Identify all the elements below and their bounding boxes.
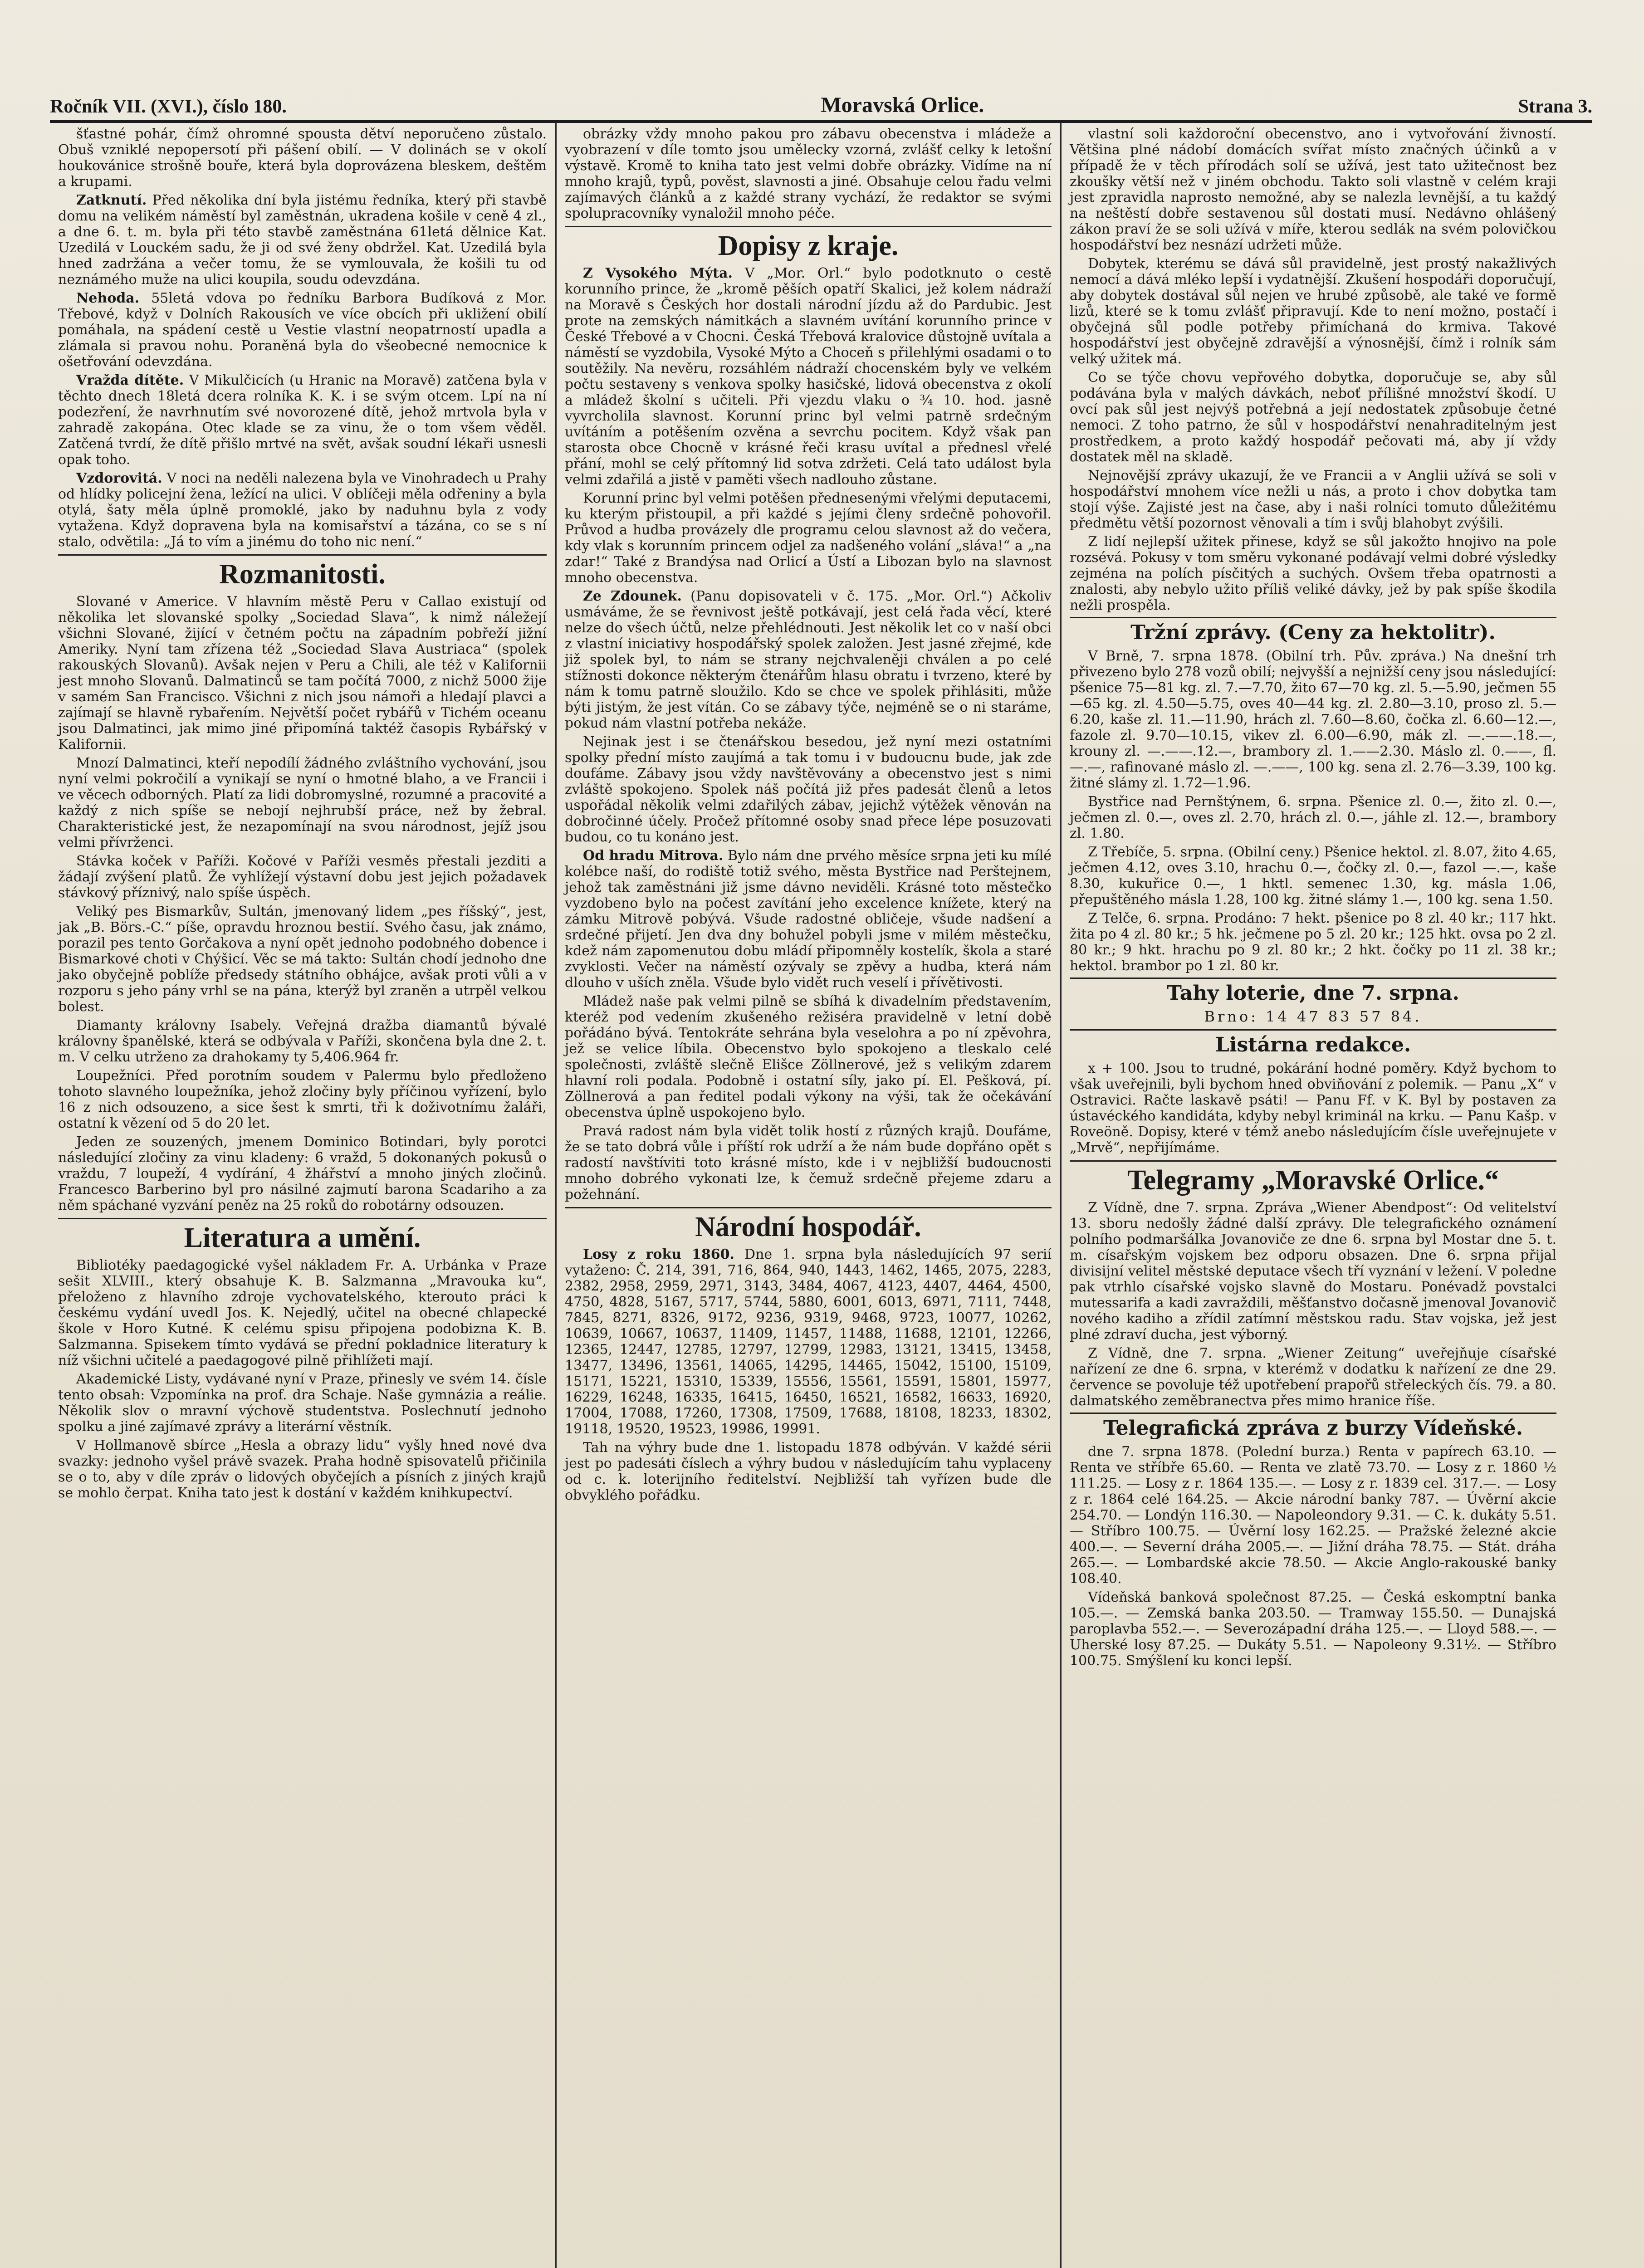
news-item	[565, 1246, 1052, 1437]
paragraph: vlastní soli každoroční obecenstvo, ano i vytvořování živností. Většina plné nádobí domácích svířat místo značných účinků a v případě že v těch přírodách solí se užívá, jest tato užitečnost bez zkoušky větší než v jiném obchodu. Takto soli vlastně v celém kraji jest zpravidla naprosto nemožné, aby se nalezla levnější, a tu každý na neštěstí dobře sestavenou sůl dostati musí. Nedávno ohlášený zákon praví že se soli užívá v míře, kterou sedlák na svém polovičkou hospodářství bez nesnází udržeti může.	[1070, 126, 1556, 253]
paragraph: Akademické Listy, vydávané nyní v Praze, přinesly ve svém 14. čísle tento obsah: Vzpomínka na prof. dra Schaje. Naše gymnázia a reálie. Několik slov o mravní výchově studentstva. Poslechnutí jednoho spolku a jiné zajímavé zprávy a literární věstník.	[58, 1371, 547, 1435]
paragraph: Stávka koček v Paříži. Kočové v Paříži vesměs přestali jezditi a žádají zvýšení platů. Že vyhlížejí výstavní dobu jest jejich požadavek stávkový příznivý, nalo spíše úspěch.	[58, 853, 547, 901]
news-item	[565, 848, 1052, 991]
section-title-trzni-zpravy: Tržní zprávy. (Ceny za hektolitr).	[1070, 617, 1556, 645]
paragraph: Tah na výhry bude dne 1. listopadu 1878 odbýván. V každé sérii jest po padesáti číslech a výhry budou v následujícím tahu vyplaceny od c. k. loterijního ředitelství. Nejbližší tah vyřízen bude dle obvyklého pořádku.	[565, 1440, 1052, 1503]
item-lead: Losy z roku 1860.	[583, 1246, 734, 1262]
paragraph: V Hollmanově sbírce „Hesla a obrazy lidu“ vyšly hned nové dva svazky: jednoho vyšel právě svazek. Praha hodně spisovatelů přičinila se o to, aby v díle zpráv o lidových obyčejích a písních z jiných krajů se mohlo čerpat. Kniha tato jest k dostání v každém knihkupectví.	[58, 1437, 547, 1501]
paragraph: Z lidí nejlepší užitek přinese, když se sůl jakožto hnojivo na pole rozsévá. Pokusy v tom směru vykonané podávají velmi dobré výsledky zejména na polích písčitých a suchých. Ovšem třeba opatrnosti a znalosti, aby nebylo užito příliš veliké dávky, jež by pak spíše škodila nežli prospěla.	[1070, 534, 1556, 613]
section-title-narodni-hospodar: Národní hospodář.	[565, 1207, 1052, 1243]
column-1	[50, 122, 555, 2268]
paragraph: šťastné pohár, čímž ohromné spousta dětví neporučeno zůstalo. Obuš vzniklé nepopersotí při pášení obilí. — V dolinách se v okolí houkovánice strošně bouře, která byla doprovázena bleskem, deštěm a krupami.	[58, 126, 547, 190]
paragraph: dne 7. srpna 1878. (Polední burza.) Renta v papírech 63.10. — Renta ve stříbře 65.60. — Renta ve zlatě 73.70. — Losy z r. 1860 ½ 111.25. — Losy z r. 1864 135.—. — Losy z r. 1839 cel. 317.—. — Losy z r. 1864 celé 164.25. — Akcie národní banky 787. — Úvěrní akcie 254.70. — Londýn 116.30. — Napoleondory 9.31. — C. k. dukáty 5.51. — Stříbro 100.75. — Úvěrní losy 162.25. — Pražské železné akcie 400.—. — Severní dráha 2005.—. — Jižní dráha 78.75. — Stát. dráha 265.—. — Lombardské akcie 78.50. — Akcie Anglo-rakouské banky 108.40.	[1070, 1444, 1556, 1587]
news-item	[58, 290, 547, 370]
lottery-numbers: Brno: 14 47 83 57 84.	[1204, 1008, 1422, 1025]
item-lead: Vražda dítěte.	[76, 372, 184, 388]
news-item	[58, 192, 547, 288]
section-title-literatura: Literatura a umění.	[58, 1218, 547, 1254]
paragraph: Korunní princ byl velmi potěšen přednesenými vřelými deputacemi, ku kterým přistoupil, a při každé s jejími členy srdečně pohovořil. Průvod a hudba provázely dle programu celou slavnost až do večera, kdy vlak s korunním princem odjel za nadšeného volání „sláva!“ a „na zdar!“ Také z Brandýsa nad Orlicí a Ústí a Libozan bylo na slavnost mnoho obecenstva.	[565, 490, 1052, 586]
paragraph: Veliký pes Bismarkův, Sultán, jmenovaný lidem „pes říšský“, jest, jak „B. Börs.-C.“ píše, opravdu hroznou bestií. Svého času, jak známo, porazil pes tento Gorčakova a nyní opět jednoho podobného dobence i Bismarkové choti v Chýšicí. Věc se má takto: Sultán chodí jednoho dne jako obyčejně poblíže předsedy státního obhájce, avšak proti vůli a v rozporu s jeho pány vrhl se na pána, kterýž byl zraněn a utrpěl velkou bolest.	[58, 904, 547, 1015]
section-title-dopisy: Dopisy z kraje.	[565, 226, 1052, 262]
paragraph: Diamanty královny Isabely. Veřejná dražba diamantů bývalé královny španělské, která se odbývala v Paříži, skončena byla dne 2. t. m. V celku utrženo za drahokamy ty 5,406.964 fr.	[58, 1017, 547, 1065]
item-lead: Ze Zdounek.	[583, 588, 682, 604]
paragraph: x + 100. Jsou to trudné, pokárání hodné poměry. Když bychom to však uveřejnili, byli bychom hned obviňování z polemik. — Panu „X“ v Ostravici. Račte laskavě psáti! — Panu Ff. v K. Byl by postaven za ústavéckého kandidáta, kdyby nebyl kriminál na krku. — Panu Kašp. v Roveöně. Dopisy, které v témž anebo následujícím čísle uveřejnujete v „Mrvě“, nepřijímáme.	[1070, 1061, 1556, 1156]
column-2	[555, 122, 1060, 2268]
paragraph: Nejinak jest i se čtenářskou besedou, jež nyní mezi ostatními spolky přední místo zaujímá a tak tomu i v budoucnu bude, jak zde doufáme. Zábavy jsou vždy navštěvovány a obecenstvo jest s nimi zvláště spokojeno. Spolek náš počítá již přes padesát členů a letos uspořádal několik velmi zdařilých zábav, jejichž výtěžek věnován na dobročinné účely. Pročež přítomné osoby snad přece lépe posuzovati budou, co tu konáno jest.	[565, 734, 1052, 845]
news-item	[58, 470, 547, 550]
item-lead: Z Vysokého Mýta.	[583, 265, 733, 281]
item-text: (Panu dopisovateli v č. 175. „Mor. Orl.“) Ačkoliv usmáváme, že se řevnivost ještě potkávají, jest celá řada věcí, které nelze do všech účtů, nelze přehlédnouti. Jest několik let co v naší obci z vlastní iniciativy hospodářský spolek založen. Jest jasné zřejmé, kde již spolek byl, to nám se strany nejchvaleněji chválen a po celé stížnosti dokonce některým čtenářům hlasu obratu i tvrzeno, které by nám k tomu patrně sloužilo. Kdo se chce ve spolek přihlásiti, může býti jistým, že jest vítán. Co se zábavy týče, nejméně se o ni staráme, pokud nám vlastní potřeba nekáže.	[565, 588, 1052, 731]
section-title-listarna: Listárna redakce.	[1070, 1029, 1556, 1057]
issue-number: Ročník VII. (XVI.), číslo 180.	[50, 96, 287, 117]
column-3	[1060, 122, 1565, 2268]
paragraph: Slované v Americe. V hlavním městě Peru v Callao existují od několika let slovanské spolky „Sociedad Slava“, k nimž náležejí všichni Slované, žijící v četném počtu na západním pobřeží jižní Ameriky. Nyní tam zřízena též „Sociedad Slava Austriaca“ (spolek rakouských Slovanů). Avšak nejen v Peru a Chili, ale též v Kalifornii jest mnoho Slovanů. Dalmatinců se tam počítá 7000, z nichž 5000 žije v samém San Francisco. Všichni z nich jsou námoři a hledají plavci a zajímají se hlavně rybařením. Největší počet rybářů v Tichém oceanu jsou Dalmatinci, jak mimo jiné připomíná taktéž časopis Rybářský v Kalifornii.	[58, 594, 547, 753]
item-lead: Zatknutí.	[76, 192, 147, 208]
paragraph: Vídeňská banková společnost 87.25. — Česká eskomptní banka 105.—. — Zemská banka 203.50. — Tramway 155.50. — Dunajská paroplavba 552.—. — Severozápadní dráha 125.—. — Lloyd 588.—. — Uherské losy 87.25. — Dukáty 5.51. — Napoleony 9.31½. — Stříbro 100.75. Smýšlení ku konci lepší.	[1070, 1589, 1556, 1669]
paragraph: Dobytek, kterému se dává sůl pravidelně, jest prostý nakažlivých nemocí a dává mléko lepší i vydatnější. Zkušení hospodáři doporučují, aby dobytek dostával sůl nejen ve hrubé způsobě, ale také ve formě lizů, které se k tomu zvlášť připravují. Kde to není možno, postačí i obyčejná sůl podle potřeby přimíchaná do krmiva. Takové hospodářství jest obyčejně zdravější a výnosnější, čímž i rolník sám velký užitek má.	[1070, 256, 1556, 367]
paragraph: Nejnovější zprávy ukazují, že ve Francii a v Anglii užívá se soli v hospodářství mnohem více nežli u nás, a proto i chov dobytka tam stojí výše. Zajisté jest na čase, aby i naši rolníci tomuto důležitému předmětu větší pozornost věnovali a tím i svůj blahobyt zvýšili.	[1070, 468, 1556, 531]
paragraph: Pravá radost nám byla vidět tolik hostí z různých krajů. Doufáme, že se tato dobrá vůle i příští rok udrží a že nám bude dopřáno opět s radostí navštíviti toto krásné místo, kde i v nejbližší budoucnosti mnoho dobrého vykonati lze, k čemuž srdečně přejeme zdaru a požehnání.	[565, 1123, 1052, 1202]
item-lead: Nehoda.	[76, 290, 140, 306]
paragraph: obrázky vždy mnoho pakou pro zábavu obecenstva i mládeže a vyobrazení v díle tomto jsou umělecky vzorná, zvlášť celky k letošní výstavě. Kromě to kniha tato jest velmi dobře obrázky. Vidíme na ní mnoho krajů, typů, pověst, slavnosti a jiné. Obsahuje celou řadu velmi zajímavých článků a z každé strany vychází, že redaktor se svými spolupracovníky vynaložil mnoho péče.	[565, 126, 1052, 221]
paragraph: Z Telče, 6. srpna. Prodáno: 7 hekt. pšenice po 8 zl. 40 kr.; 117 hkt. žita po 4 zl. 80 kr.; 5 hk. ječmene po 5 zl. 20 kr.; 125 hkt. ovsa po 2 zl. 80 kr.; 9 hkt. hrachu po 9 zl. 80 kr.; 2 hkt. čočky po 11 zl. 38 kr.; hektol. brambor po 1 zl. 80 kr.	[1070, 910, 1556, 974]
item-lead: Od hradu Mitrova.	[583, 848, 724, 864]
paragraph: Z Třebíče, 5. srpna. (Obilní ceny.) Pšenice hektol. zl. 8.07, žito 4.65, ječmen 4.12, oves 3.10, hrachu 0.—, čočky zl. 0.—, fazol —.—, kaše 8.30, kukuřice 0.—, 1 hktl. semenec 1.30, kg. másla 1.06, přepuštěného másla 1.28, 100 kg. žitné slámy 1.—, 100 kg. sena 1.50.	[1070, 844, 1556, 908]
paragraph: Mládež naše pak velmi pilně se sbíhá k divadelním představením, kteréž pod vedením zkušeného režiséra pravidelně v letní době pořádáno bývá. Tentokráte sehrána byla veselohra a po ní zpěvohra, jež se velice líbila. Obecenstvo bylo spokojeno a tleskalo celé společnosti, zvláště slečně Elišce Zöllnerové, jež s velikým zdarem hlavní roli podala. Podobně i ostatní síly, jako pí. El. Pešková, pí. Zöllnerová a pan ředitel podali výkony na výši, tak že očekávání obecenstva úplně uspokojeno bylo.	[565, 993, 1052, 1120]
paragraph: Z Vídně, dne 7. srpna. Zpráva „Wiener Abendpost“: Od velitelství 13. sboru nedošly žádné další zprávy. Dle telegrafického oznámení polního podmaršálka Jovanoviče ze dne 6. srpna byl Mostar dne 5. t. m. císařským vojskem bez odporu obsazen. Dne 6. srpna přijal divisijní velitel městské deputace všech tří vyznání v ležení. V poledne pak vtrhlo císařské vojsko slavně do Mostaru. Ponévadž povstalci mutessarifa a kadi zavraždili, měšťanstvo dočasně jmenoval Jovanovič nového kadiho a zřídil zatímní městskou radu. Stav vojska, jež jest plné zdraví ducha, jest výborný.	[1070, 1200, 1556, 1343]
paragraph: V Brně, 7. srpna 1878. (Obilní trh. Pův. zpráva.) Na dnešní trh přivezeno bylo 278 vozů obilí; nejvyšší a nejnižší ceny jsou následující: pšenice 75—81 kg. zl. 7.—7.70, žito 67—70 kg. zl. 5.—5.90, ječmen 55—65 kg. zl. 4.50—5.75, oves 40—44 kg. zl. 2.80—3.10, proso zl. 5.—6.20, kaše zl. 11.—11.90, hrách zl. 7.60—8.60, čočka zl. 6.60—12.—, fazole zl. 9.70—10.15, vikev zl. 6.00—6.90, mák zl. —.——.18.—, krouny zl. —.——.12.—, brambory zl. 1.——2.30. Máslo zl. 0.——, fl. —.—, rafinované máslo zl. —.——, 100 kg. sena zl. 2.76—3.39, 100 kg. žitné slámy zl. 1.72—1.96.	[1070, 648, 1556, 791]
section-title-burza: Telegrafická zpráva z burzy Vídeňské.	[1070, 1413, 1556, 1440]
paragraph: Bystřice nad Pernštýnem, 6. srpna. Pšenice zl. 0.—, žito zl. 0.—, ječmen zl. 0.—, oves zl. 2.70, hrách zl. 0.—, jáhle zl. 12.—, brambory zl. 1.80.	[1070, 794, 1556, 841]
section-title-telegramy: Telegramy „Moravské Orlice.“	[1070, 1160, 1556, 1196]
item-text: Dne 1. srpna byla následujících 97 serií vytaženo: Č. 214, 391, 716, 864, 940, 1443, 1462, 1465, 2075, 2283, 2382, 2958, 2959, 2971, 3143, 3484, 4067, 4123, 4407, 4464, 4500, 4750, 4828, 5167, 5717, 5744, 5880, 6001, 6013, 6971, 7111, 7448, 7845, 8271, 8326, 9172, 9236, 9319, 9468, 9723, 10077, 10262, 10639, 10667, 10637, 11409, 11457, 11488, 11688, 12101, 12266, 12365, 12447, 12785, 12797, 12799, 12983, 13121, 13415, 13458, 13477, 13496, 13561, 14065, 14295, 14465, 15042, 15100, 15109, 15171, 15221, 15310, 15339, 15556, 15561, 15591, 15801, 15977, 16229, 16248, 16335, 16415, 16450, 16521, 16582, 16633, 16920, 17004, 17088, 17260, 17308, 17509, 17688, 18108, 18233, 18302, 19118, 19520, 19523, 19986, 19991.	[565, 1246, 1052, 1437]
news-item	[565, 265, 1052, 488]
paragraph: Co se týče chovu vepřového dobytka, doporučuje se, aby sůl podávána byla v malých dávkách, neboť přílišné množství škodí. U ovcí pak sůl jest nejvýš potřebná a její nedostatek způsobuje četné nemoci. Z toho patrno, že sůl v hospodářství nenahraditelným jest prostředkem, a proto každý hospodář pečovati má, aby jí vždy dostatek měl na skladě.	[1070, 370, 1556, 465]
item-text: V noci na neděli nalezena byla ve Vinohradech u Prahy od hlídky policejní žena, ležící na ulici. V oblíčeji měla odřeniny a byla otylá, šaty měla úplně promoklé, jako by naduhnu byla z vody vytažena. Když dopravena byla na komisařství a tázána, co se s ní stalo, odvětila: „Já to vím a jinému do toho nic není.“	[58, 470, 547, 550]
item-text: V „Mor. Orl.“ bylo podotknuto o cestě korunního prince, že „kromě pěších opatří Skalici, jež kolem nádraží na Moravě s Českých hor dostali národní jízdu až do Pardubic. Jest prote na zemských námitkách a slavném uvítání korunního prince v České Třebové a v Chocni. Česká Třebová kralovice důstojně uvítala a náměstí se vyzdobila, Vysoké Mýto a Choceň s přilehlými osadami o to soutěžily. Na nevěru, rozsáhlém nádraží chocenském byly ve velkém počtu sestaveny s venkova spolky hasičské, lidová obecenstva z okolí a mládež školní s učiteli. Při vjezdu vlaku o ¾ 10. hod. jasně vyvrcholila slavnost. Korunní princ byl velmi patrně srdečným uvítáním a potěšením ozvěna a sevrchu pocitem. Když však pan starosta obce Chocně v krásné řeči krasu uvítal a přednesl vřelé přání, mohl se celý přítomný lid sotva zdržeti. Celá tato událost byla velmi zdařilá a jistě v paměti všech nadlouho zůstane.	[565, 265, 1052, 488]
paragraph: Loupežníci. Před porotním soudem v Palermu bylo předloženo tohoto slavného loupežníka, jehož zločiny byly příčinou vyřízení, bylo 16 z nich odsouzeno, a sice šest k smrti, tři k doživotnímu žaláři, ostatní k vězení od 5 do 20 let.	[58, 1068, 547, 1131]
newspaper-title: Moravská Orlice.	[821, 93, 984, 117]
news-item	[565, 588, 1052, 731]
item-text: Před několika dní byla jistému ředníka, který při stavbě domu na velikém náměstí byl zaměstnán, ukradena košile v ceně 4 zl., a dne 6. t. m. byla při této stavbě zaměstnána 61letá dělnice Kat. Uzedilá v Louckém sadu, že ji od své ženy obdržel. Kat. Uzedilá byla hned zadržána a večer tomu, že se vymlouvala, že košili tu od neznámého muže na ulici koupila, soudu odevzdána.	[58, 192, 547, 288]
paragraph: Z Vídně, dne 7. srpna. „Wiener Zeitung“ uveřejňuje císařské nařízení ze dne 6. srpna, v kterémž v dodatku k nařízení ze dne 29. července se povoluje též upotřebení prapořů střeleckých čís. 79. a 80. dalmatského zeměbranectva přes mimo hranice říše.	[1070, 1345, 1556, 1409]
paragraph: Jeden ze souzených, jmenem Dominico Botindari, byly porotci následující zločiny za vinu kladeny: 6 vražd, 5 dokonaných pokusů o vraždu, 7 loupeží, 4 vydírání, 4 žhářství a mnoho jiných zločinů. Francesco Barberino byl pro násilné zajmutí barona Scadariho a za něm spáchané vyzvání peněz na 25 roků do robotárny odsouzen.	[58, 1134, 547, 1213]
page-header	[50, 88, 1592, 123]
paragraph: Bibliotéky paedagogické vyšel nákladem Fr. A. Urbánka v Praze sešit XLVIII., který obsahuje K. B. Salzmanna „Mravouka ku“, přeloženo z hlavního zdroje vychovatelského, kterouto práci k českému vydání uvedl Jos. K. Nejedlý, učitel na obecné chlapecké škole v Horo Kutné. K celému spisu připojena podobizna K. B. Salzmanna. Spisekem tímto vydává se přední pokladnice literatury k níž všichni učitelé a paedagogové pilně přihlížeti mají.	[58, 1257, 547, 1369]
paragraph: Mnozí Dalmatinci, kteří nepodílí žádného zvláštního vychování, jsou nyní velmi pokročilí a vynikají se nyní o hmotné blaho, a ve Francii i ve věcech odborných. Platí za lidi dobromyslné, rozumné a pracovité a každý z nich spíše se nebojí nejhrubší práce, než by žebral. Charakteristické jest, že nezapomínají na svou národnost, jejíž jsou velmi přívrženci.	[58, 755, 547, 850]
news-item	[58, 372, 547, 468]
item-text: Bylo nám dne prvého měsíce srpna jeti ku mílé kolébce naší, do rodiště totiž svého, města Bystřice nad Perštejnem, jehož tak zaměstnáni již jsme dávno neviděli. Krásné toto městečko vyzdobeno bylo na počest zavítání jeho excelence knížete, který na zámku Mitrově pobývá. Všude radostné obličeje, všude nadšení a srdečné přijetí. Jen dva dny bohužel pobyli jsme v milém městečku, kdež nám zapomenutou dobu mládí připomněly kostelík, škola a staré zvyklosti. Večer na náměstí ozývaly se zpěvy a hudba, která nám dlouho v uších zněla. Všude bylo vidět ruch veselí i přívětivosti.	[565, 848, 1052, 991]
page-number: Strana 3.	[1518, 96, 1592, 117]
columns	[50, 122, 1592, 2268]
section-title-tahy-loterie: Tahy loterie, dne 7. srpna.	[1070, 978, 1556, 1005]
section-title-rozmanitosti: Rozmanitosti.	[58, 554, 547, 590]
item-text: V Mikulčicích (u Hranic na Moravě) zatčena byla v těchto dnech 18letá dcera rolníka K. K. i se svým otcem. Lpí na ní podezření, že navrhnutím své novorozené dítě, jehož mrtvola byla v zahradě zakopána. Otec klade se za vinu, že o tom všem věděl. Zatčená tvrdí, že dítě přišlo mrtvé na svět, avšak soudní lékaři usnesli opak toho.	[58, 372, 547, 468]
item-lead: Vzdorovitá.	[76, 470, 162, 486]
item-text: 55letá vdova po ředníku Barbora Budíková z Mor. Třebové, když v Dolních Rakousích ve více obcích při ukližení obilí pomáhala, na spádení cestě u Vestie vlastní neopatrností upadla a zlámala si pravou nohu. Poraněná byla do všeobecné nemocnice k ošetřování odevzdána.	[58, 290, 547, 370]
